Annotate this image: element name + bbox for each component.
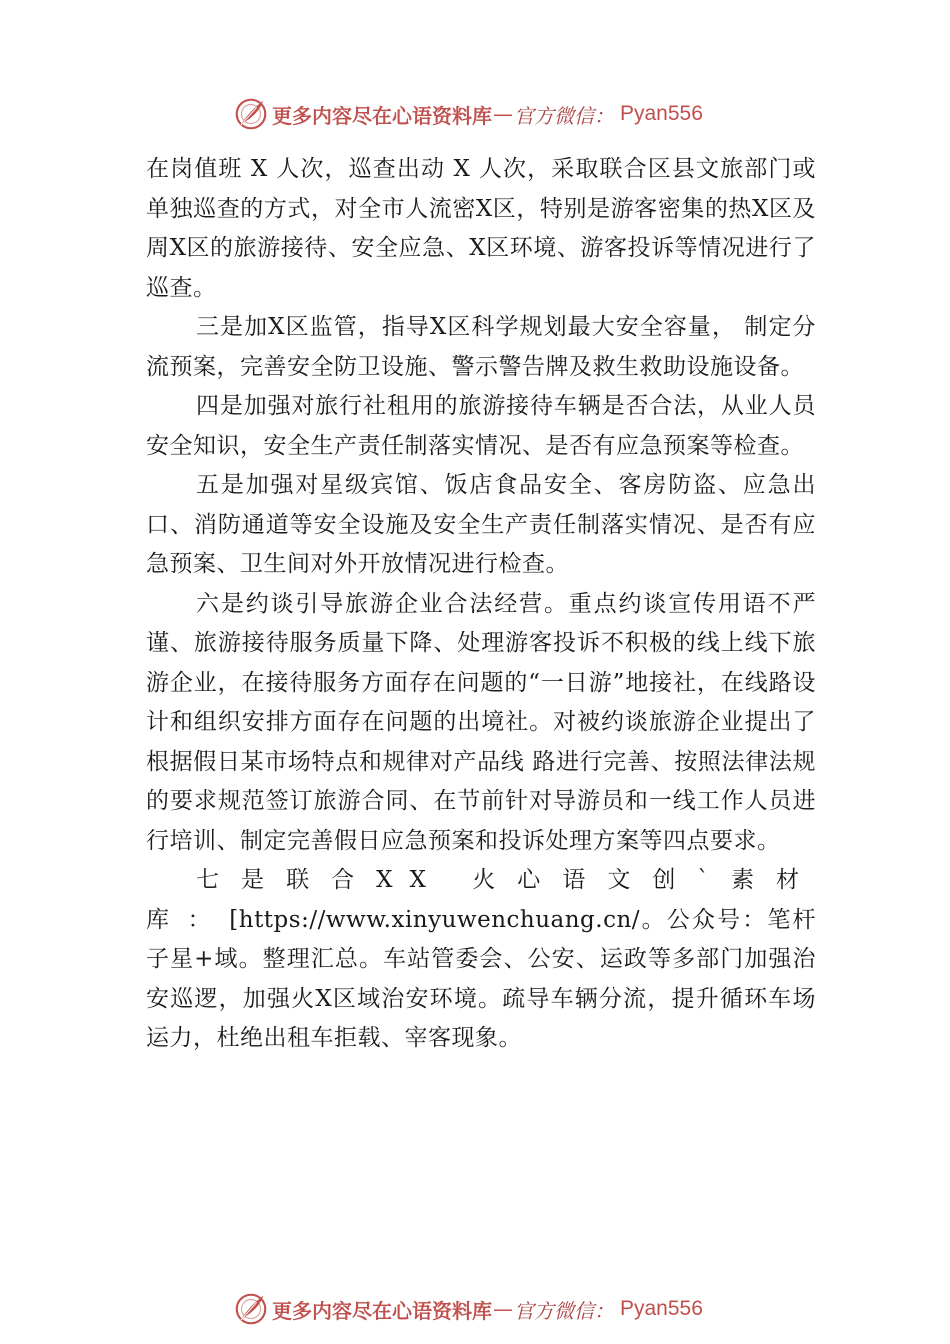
- header-watermark-banner: [232, 94, 732, 134]
- banner-title: 更多内容尽在心语资料库: [272, 103, 492, 128]
- quill-logo-icon: [232, 1290, 270, 1328]
- paragraph-item-7: [146, 861, 816, 1059]
- banner-wechat-id: Pyan556: [620, 1297, 703, 1320]
- footer-watermark-banner: [232, 1289, 732, 1329]
- paragraph-item-6: 六是约谈引导旅游企业合法经营。重点约谈宣传用语不严谨、旅游接待服务质量下降、处理游客投诉不积极的线上线下旅游企业，在接待服务方面存在问题的“一日游”地接社，在线路设计和组织安排方面存在问题的出境社。对被约谈旅游企业提出了根据假日某市场特点和规律对产品线 路进行完善、按照法律法规的要求规范签订旅游合同、在节前针对导游员和一线工作人员进行培训、制定完善假日应急预案和投诉处理方案等四点要求。: [146, 590, 816, 854]
- paragraph-item-7-rest: [https://www.xinyuwenchuang.cn/。公众号：笔杆子星+域。整理汇总。车站管委会、公安、运政等多部门加强治安巡逻，加强火X区域治安环境。疏导车辆分流，提升循环车场运力，杜绝出租车拒载、宰客现象。: [146, 906, 816, 1051]
- banner-dash: —: [493, 102, 513, 126]
- paragraph-continued: 在岗值班 X 人次，巡查出动 X 人次，采取联合区县文旅部门或单独巡查的方式，对全市人流密X区，特别是游客密集的热X区及周X区的旅游接待、安全应急、X区环境、游客投诉等情况进行了巡查。: [146, 156, 816, 301]
- paragraph-item-5: 五是加强对星级宾馆、饭店食品安全、客房防盗、应急出口、消防通道等安全设施及安全生产责任制落实情况、是否有应急预案、卫生间对外开放情况进行检查。: [146, 472, 816, 577]
- banner-title: 更多内容尽在心语资料库: [272, 1298, 492, 1323]
- banner-wechat-id: Pyan556: [620, 102, 703, 125]
- banner-official-label: 官方微信：: [514, 1298, 614, 1323]
- banner-dash: —: [493, 1297, 513, 1321]
- paragraph-item-4: 四是加强对旅行社租用的旅游接待车辆是否合法，从业人员安全知识，安全生产责任制落实情况、是否有应急预案等检查。: [146, 393, 816, 459]
- document-body: [146, 150, 816, 1059]
- paragraph-item-7-first-line: 七是联合XX 火心语文创`素材库：: [146, 867, 816, 933]
- banner-official-label: 官方微信：: [514, 103, 614, 128]
- quill-logo-icon: [232, 95, 270, 133]
- paragraph-item-3: 三是加X区监管，指导X区科学规划最大安全容量， 制定分流预案，完善安全防卫设施、警示警告牌及救生救助设施设备。: [146, 314, 816, 380]
